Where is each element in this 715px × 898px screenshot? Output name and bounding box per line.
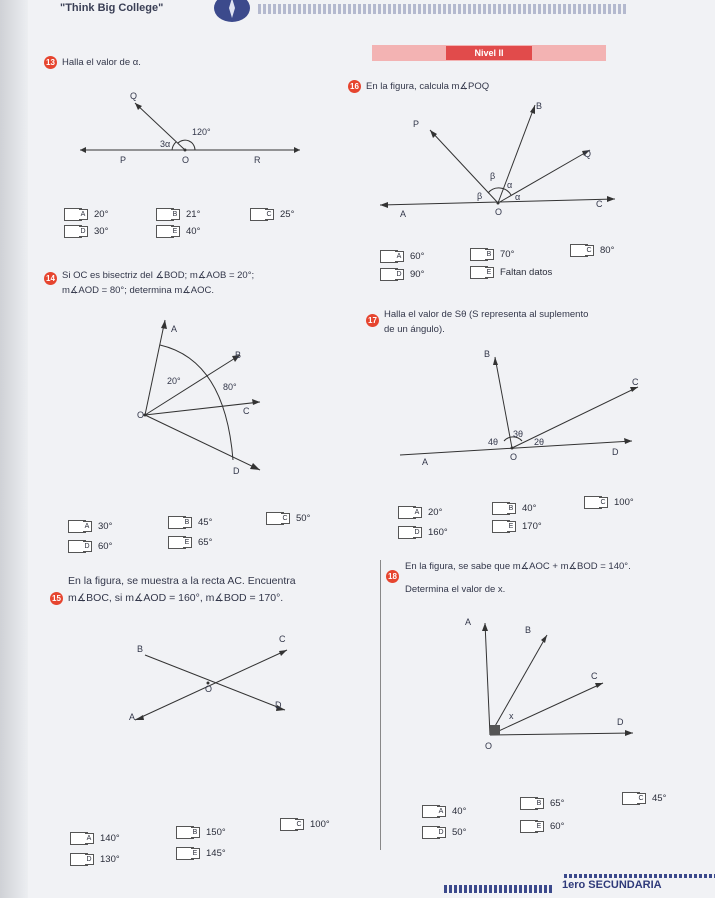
level-banner	[372, 45, 606, 61]
problem-17-number: 17	[366, 314, 379, 327]
p18-option-c[interactable]: C 45°	[622, 792, 666, 805]
p13-label-o: O	[182, 155, 190, 165]
p17-label-d: D	[612, 447, 619, 457]
p18-option-d[interactable]: D 50°	[422, 826, 466, 839]
p16-label-q: Q	[584, 149, 592, 159]
p16-label-beta-left: β	[477, 191, 483, 201]
p14-label-d: D	[233, 466, 240, 476]
p15-label-b: B	[137, 644, 144, 654]
p16-option-e[interactable]: E Faltan datos	[470, 266, 552, 279]
p13-option-d[interactable]: D 30°	[64, 225, 108, 238]
problem-13-number: 13	[44, 56, 57, 69]
p17-label-2t: 2θ	[534, 437, 545, 447]
problem-14-number: 14	[44, 272, 57, 285]
problem-16-number: 16	[348, 80, 361, 93]
p15-label-o: O	[205, 684, 213, 694]
footer	[444, 878, 715, 898]
level-label: Nivel II	[446, 46, 531, 60]
p14-option-d[interactable]: D 60°	[68, 540, 112, 553]
problem-17-line1: Halla el valor de Sθ (S representa al suplemento	[384, 309, 589, 320]
p15-label-a: A	[129, 712, 136, 722]
problem-16-question: En la figura, calcula m∡POQ	[366, 81, 490, 92]
p18-label-c: C	[591, 671, 598, 681]
school-name: "Think Big College"	[60, 2, 164, 14]
grade-label: 1ero SECUNDARIA	[562, 879, 662, 891]
p18-label-o: O	[485, 741, 493, 751]
p13-label-120: 120°	[192, 127, 211, 137]
p17-option-e[interactable]: E 170°	[492, 520, 542, 533]
p16-option-c[interactable]: C 80°	[570, 244, 614, 257]
p15-label-c: C	[279, 634, 286, 644]
problem-13-figure	[80, 85, 310, 165]
p15-option-b[interactable]: B 150°	[176, 826, 226, 839]
p18-option-b[interactable]: B 65°	[520, 797, 564, 810]
p14-label-80: 80°	[223, 382, 237, 392]
p17-label-3t: 3θ	[513, 429, 524, 439]
p17-label-4t: 4θ	[488, 437, 499, 447]
p13-label-q: Q	[130, 91, 138, 101]
p16-label-b: B	[536, 101, 543, 111]
p17-option-d[interactable]: D 160°	[398, 526, 448, 539]
p18-option-a[interactable]: A 40°	[422, 805, 466, 818]
column-divider	[380, 560, 381, 850]
problem-15-number: 15	[50, 592, 63, 605]
p14-label-c: C	[243, 406, 250, 416]
problem-18-line2: Determina el valor de x.	[405, 584, 506, 595]
p15-label-d: D	[275, 700, 282, 710]
problem-18-line1: En la figura, se sabe que m∡AOC + m∡BOD = 140°.	[405, 561, 631, 572]
problem-18-number: 18	[386, 570, 399, 583]
footer-dots	[444, 885, 554, 893]
p16-label-p: P	[413, 119, 420, 129]
problem-15-line2: m∡BOC, si m∡AOD = 160°, m∡BOD = 170°.	[68, 592, 284, 604]
problem-13-question: Halla el valor de α.	[62, 57, 141, 68]
p17-option-c[interactable]: C 100°	[584, 496, 634, 509]
p17-label-o: O	[510, 452, 518, 462]
p15-option-c[interactable]: C 100°	[280, 818, 330, 831]
p16-label-alpha-top: α	[507, 180, 513, 190]
p18-label-x: x	[509, 711, 514, 721]
problem-18-figure	[455, 615, 640, 750]
p13-label-p: P	[120, 155, 127, 165]
p17-label-a: A	[422, 457, 429, 467]
problem-15-figure	[125, 630, 315, 730]
p15-option-e[interactable]: E 145°	[176, 847, 226, 860]
p17-option-a[interactable]: A 20°	[398, 506, 442, 519]
problem-17-line2: de un ángulo).	[384, 324, 445, 335]
p13-option-e[interactable]: E 40°	[156, 225, 200, 238]
p16-option-a[interactable]: A 60°	[380, 250, 424, 263]
p15-option-d[interactable]: D 130°	[70, 853, 120, 866]
footer-dots-top	[564, 874, 715, 878]
p14-label-b: B	[235, 350, 242, 360]
p13-label-3a: 3α	[160, 139, 171, 149]
book-spine	[0, 0, 28, 898]
p16-option-b[interactable]: B 70°	[470, 248, 514, 261]
p13-option-c[interactable]: C 25°	[250, 208, 294, 221]
p16-label-a: A	[400, 209, 407, 219]
p16-option-d[interactable]: D 90°	[380, 268, 424, 281]
p14-label-a: A	[171, 324, 178, 334]
problem-17-figure	[400, 345, 640, 470]
problem-14-line1: Si OC es bisectriz del ∡BOD; m∡AOB = 20°;	[62, 270, 255, 281]
p13-label-r: R	[254, 155, 261, 165]
p18-label-b: B	[525, 625, 532, 635]
p16-label-beta-top: β	[490, 171, 496, 181]
p17-label-b: B	[484, 349, 491, 359]
p17-label-c: C	[632, 377, 639, 387]
p16-label-c: C	[596, 199, 603, 209]
school-logo-icon	[212, 0, 252, 26]
problem-15-line1: En la figura, se muestra a la recta AC. Encuentra	[68, 575, 296, 587]
p14-option-c[interactable]: C 50°	[266, 512, 310, 525]
p17-option-b[interactable]: B 40°	[492, 502, 536, 515]
p13-option-b[interactable]: B 21°	[156, 208, 200, 221]
p14-label-20: 20°	[167, 376, 181, 386]
p14-option-e[interactable]: E 65°	[168, 536, 212, 549]
p15-option-a[interactable]: A 140°	[70, 832, 120, 845]
p18-label-a: A	[465, 617, 472, 627]
p13-option-a[interactable]: A 20°	[64, 208, 108, 221]
p18-option-e[interactable]: E 60°	[520, 820, 564, 833]
problem-14-line2: m∡AOD = 80°; determina m∡AOC.	[62, 285, 215, 296]
p14-option-a[interactable]: A 30°	[68, 520, 112, 533]
problem-14-figure	[135, 320, 275, 480]
p16-label-alpha-right: α	[515, 192, 521, 202]
problem-16-figure	[380, 95, 630, 225]
p14-label-o: O	[137, 410, 145, 420]
p16-label-o: O	[495, 207, 503, 217]
p18-label-d: D	[617, 717, 624, 727]
p14-option-b[interactable]: B 45°	[168, 516, 212, 529]
header-dots	[258, 4, 628, 14]
